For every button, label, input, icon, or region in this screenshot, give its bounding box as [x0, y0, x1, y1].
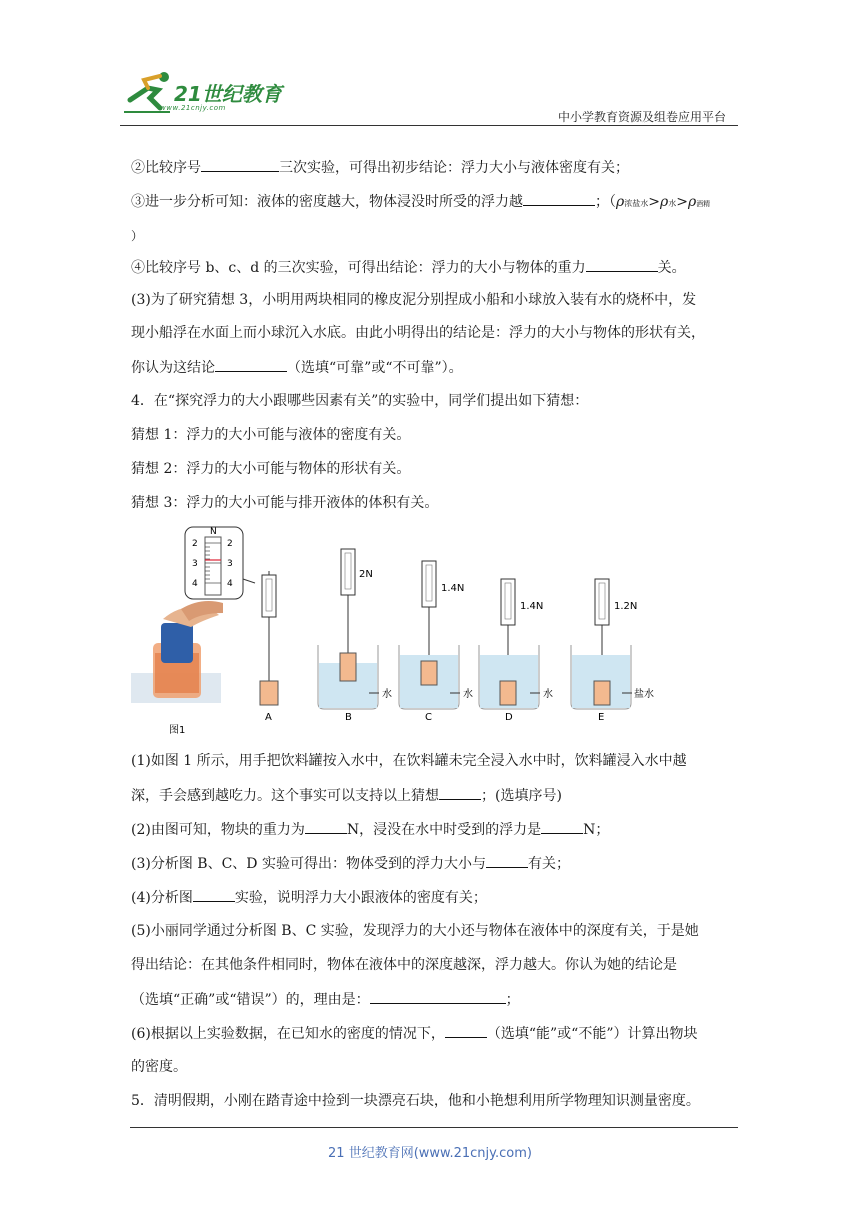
- svg-text:3: 3: [227, 559, 233, 569]
- figure-label: 图1: [169, 725, 186, 736]
- text-line: ②比较序号 三次实验，可得出初步结论：浮力大小与液体密度有关；: [131, 157, 741, 178]
- svg-text:1.4N: 1.4N: [441, 583, 465, 594]
- panel-b: [318, 549, 392, 723]
- answer-blank[interactable]: [370, 989, 506, 1004]
- svg-text:N: N: [210, 527, 217, 537]
- answer-blank[interactable]: [486, 853, 528, 868]
- svg-text:1.4N: 1.4N: [520, 601, 544, 612]
- header-divider: [120, 125, 738, 126]
- text-line: ③进一步分析可知：液体的密度越大，物体浸没时所受的浮力越 ；（ρ浓盐水>ρ水>ρ酒精: [131, 191, 741, 214]
- scale-magnifier: [185, 527, 255, 599]
- platform-title: 中小学教育资源及组卷应用平台: [557, 110, 726, 124]
- text-line: (4)分析图 实验，说明浮力大小跟液体的密度有关；: [131, 887, 741, 908]
- svg-text:3: 3: [192, 559, 198, 569]
- text-line: （选填“正确”或“错误”）的，理由是： ；: [131, 989, 741, 1010]
- panel-a-spring-scale: [260, 571, 278, 723]
- page-header: [120, 68, 740, 128]
- svg-text:盐水: 盐水: [634, 689, 654, 700]
- text-line: 的密度。: [131, 1059, 187, 1075]
- answer-blank[interactable]: [523, 191, 595, 206]
- answer-blank[interactable]: [439, 785, 481, 800]
- svg-text:E: E: [598, 712, 605, 723]
- svg-text:C: C: [425, 712, 432, 723]
- logo-text: 21世纪教育: [174, 82, 282, 106]
- text-line: 得出结论：在其他条件相同时，物体在液体中的深度越深，浮力越大。你认为她的结论是: [131, 957, 677, 973]
- svg-text:水: 水: [463, 689, 473, 700]
- svg-text:水: 水: [543, 689, 553, 700]
- svg-text:2: 2: [192, 539, 198, 549]
- answer-blank[interactable]: [305, 819, 347, 834]
- text-line: 猜想 3：浮力的大小可能与排开液体的体积有关。: [131, 495, 439, 511]
- text-line: 现小船浮在水面上而小球沉入水底。由此小明得出的结论是：浮力的大小与物体的形状有关，: [131, 325, 705, 341]
- svg-text:4: 4: [227, 579, 233, 589]
- svg-text:水: 水: [382, 689, 392, 700]
- text-line: (6)根据以上实验数据，在已知水的密度的情况下， （选填“能”或“不能”）计算出物块: [131, 1023, 741, 1044]
- text-line: (3)为了研究猜想 3，小明用两块相同的橡皮泥分别捏成小船和小球放入装有水的烧杯中，发: [131, 292, 697, 308]
- text-line: 5．清明假期，小刚在踏青途中捡到一块漂亮石块，他和小艳想利用所学物理知识测量密度。: [131, 1093, 700, 1109]
- text-line: 猜想 1：浮力的大小可能与液体的密度有关。: [131, 427, 411, 443]
- svg-text:1.2N: 1.2N: [614, 601, 638, 612]
- svg-text:B: B: [345, 712, 352, 723]
- answer-blank[interactable]: [445, 1023, 487, 1038]
- text-line: 深，手会感到越吃力。这个事实可以支持以上猜想 ；(选填序号): [131, 785, 741, 806]
- answer-blank[interactable]: [541, 819, 583, 834]
- text-line: ④比较序号 b、c、d 的三次实验，可得出结论：浮力的大小与物体的重力 关。: [131, 257, 741, 278]
- logo-url: www.21cnjy.com: [160, 104, 226, 112]
- hand-can-photo: [131, 601, 223, 703]
- svg-text:A: A: [265, 712, 272, 723]
- text-line: 猜想 2：浮力的大小可能与物体的形状有关。: [131, 461, 411, 477]
- answer-blank[interactable]: [586, 257, 658, 272]
- text-line: (2)由图可知，物块的重力为 N，浸没在水中时受到的浮力是 N；: [131, 819, 741, 840]
- experiment-figure: [131, 523, 671, 738]
- text-line: 你认为这结论 （选填“可靠”或“不可靠”）。: [131, 357, 741, 378]
- answer-blank[interactable]: [193, 887, 235, 902]
- svg-text:4: 4: [192, 579, 198, 589]
- svg-text:2N: 2N: [359, 569, 373, 580]
- footer-divider: [130, 1127, 738, 1128]
- footer-link[interactable]: 21 世纪教育网(www.21cnjy.com): [328, 1146, 532, 1161]
- svg-text:D: D: [505, 712, 513, 723]
- text-line: ）: [131, 229, 144, 243]
- answer-blank[interactable]: [215, 357, 287, 372]
- site-logo[interactable]: [120, 68, 290, 118]
- panel-d: [479, 579, 553, 723]
- panel-e: [571, 579, 654, 723]
- svg-text:2: 2: [227, 539, 233, 549]
- text-line: (3)分析图 B、C、D 实验可得出：物体受到的浮力大小与 有关；: [131, 853, 741, 874]
- panel-c: [399, 561, 473, 723]
- text-line: 4．在“探究浮力的大小跟哪些因素有关”的实验中，同学们提出如下猜想：: [131, 393, 589, 409]
- answer-blank[interactable]: [201, 157, 279, 172]
- text-line: (5)小丽同学通过分析图 B、C 实验，发现浮力的大小还与物体在液体中的深度有关，于是她: [131, 923, 699, 939]
- text-line: (1)如图 1 所示，用手把饮料罐按入水中，在饮料罐未完全浸入水中时，饮料罐浸入水中越: [131, 753, 687, 769]
